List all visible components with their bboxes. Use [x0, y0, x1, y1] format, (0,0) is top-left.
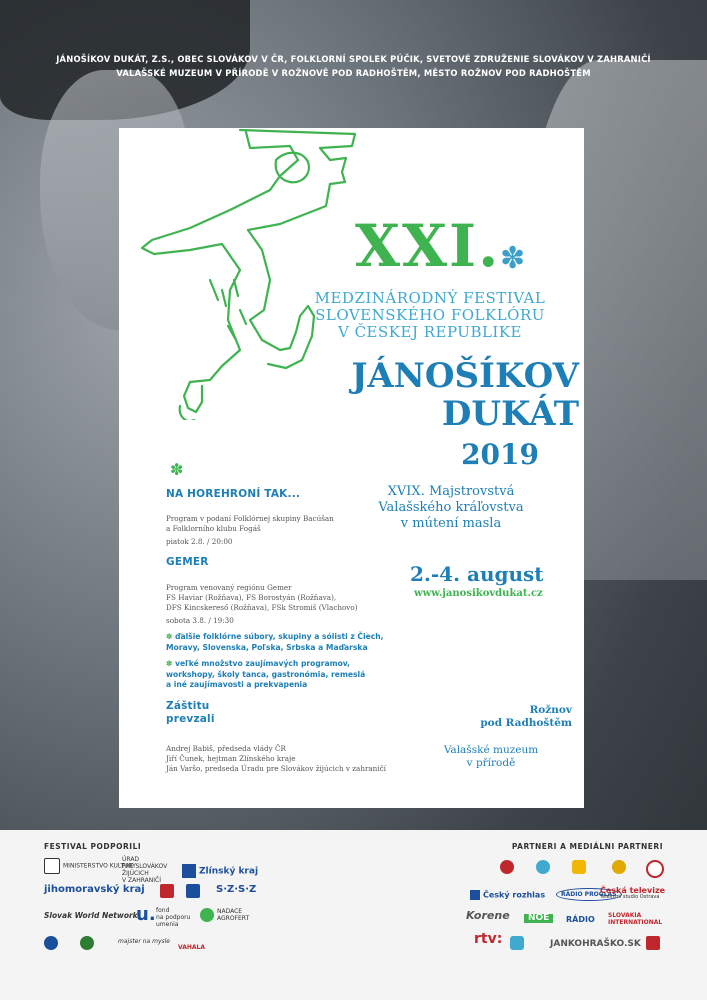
partner-emblem-icon: [646, 936, 660, 950]
szsz-logo: S·Z·S·Z: [216, 884, 257, 895]
city-crest-logo: [160, 884, 177, 898]
program-2-line-2: FS Haviar (Rožňava), FS Borostyán (Rožňava),: [166, 593, 337, 602]
mountain-icon: [186, 884, 200, 898]
program-2-line-3: DFS Kincskereső (Rožňava), FSk Stromiš (Vlachovo): [166, 603, 358, 612]
program-2-time: sobota 3.8. / 19:30: [166, 616, 234, 625]
partner-emblem-icon: [510, 936, 524, 950]
patron-2: Jiří Čunek, hejtman Zlínského kraje: [166, 754, 296, 763]
partner-emblem-icon: [646, 860, 664, 878]
bullet-ensembles: [166, 632, 384, 653]
partner-logo-2: [536, 860, 553, 874]
mountain-logo: [186, 884, 203, 898]
bullet-2-line-2: workshopy, školy tanca, gastronómia, remeslá: [166, 669, 366, 679]
patron-3: Ján Varšo, predseda Úradu pre Slovákov žijúcich v zahraničí: [166, 764, 386, 773]
program-1-time: piatok 2.8. / 20:00: [166, 537, 233, 546]
patrons-list: [166, 744, 386, 774]
partner-logo-7: [646, 936, 663, 950]
championship-text: [356, 484, 546, 532]
bullet-2-line-1: veľké množstvo zaujímavých programov,: [175, 659, 351, 668]
festival-subtitle: [310, 290, 550, 341]
bullet-1-line-1: ďalšie folklórne súbory, skupiny a sólisti z Čiech,: [175, 632, 384, 641]
slovak-world-network-logo: Slovak World Network: [44, 911, 138, 920]
round-emblem-icon: [80, 936, 94, 950]
jihomoravsky-kraj-logo: jihomoravský kraj: [44, 884, 145, 895]
organizers-credits: [20, 52, 687, 80]
subtitle-line-2: SLOVENSKÉHO FOLKLÓRU: [315, 306, 545, 324]
venue-town-line-1: Rožnov: [529, 704, 572, 716]
rtv-logo: rtv:: [474, 931, 503, 947]
slovakia-international-logo: SLOVAKIA INTERNATIONAL: [608, 912, 663, 926]
partner-logo-1: [500, 860, 517, 874]
patronage-title: [166, 700, 215, 726]
flower-star-icon: ✽: [500, 241, 526, 276]
korene-logo: Korene: [466, 909, 510, 922]
ministry-emblem-icon: [44, 858, 60, 874]
partner-logo-6: [510, 936, 527, 950]
radio-proglas-logo: RÁDIO PROGLAS: [556, 888, 622, 901]
champ-line-3: v mútení masla: [400, 516, 502, 531]
bullet-star-icon: ✽: [166, 632, 176, 641]
festival-numeral: XXI.: [355, 212, 501, 280]
subtitle-line-3: V ČESKEJ REPUBLIKE: [337, 323, 523, 341]
patronage-title-line-2: prevzali: [166, 713, 215, 725]
program-1-description: [166, 514, 334, 547]
partner-logo-5: [646, 860, 667, 878]
credits-line-1: JÁNOŠÍKOV DUKÁT, Z.S., OBEC SLOVÁKOV V ČR, FOLKLORNÍ SPOLEK PÚČIK, SVETOVÉ ZDRUŽENIE SLOVÁKOV V ZAHRANIČÍ: [56, 54, 651, 64]
partner-logo-3: [572, 860, 589, 874]
bullet-programs: [166, 659, 365, 691]
partner-emblem-icon: [500, 860, 514, 874]
supporters-title: FESTIVAL PODPORILI: [44, 842, 142, 851]
radio-logo: RÁDIO: [566, 915, 595, 924]
program-2-title: GEMER: [166, 556, 209, 568]
partner-emblem-icon: [612, 860, 626, 874]
festival-name-line-2: DUKÁT: [441, 394, 579, 434]
majster-logo: majster na mysle: [118, 938, 170, 945]
program-1-line-2: a Folklorního klubu Fogáš: [166, 524, 261, 533]
venue-museum: [436, 744, 546, 770]
partner-emblem-icon: [536, 860, 550, 874]
vahala-logo: VAHALA: [178, 944, 206, 951]
subtitle-line-1: MEDZINÁRODNÝ FESTIVAL: [314, 289, 546, 307]
rozhlas-icon: [470, 890, 480, 900]
festival-name-line-1: JÁNOŠÍKOV: [351, 356, 579, 396]
urad-logo: ÚRAD PRE SLOVÁKOV ŽIJÚCICH V ZAHRANIČÍ: [122, 856, 168, 884]
dancer-illustration: [130, 120, 370, 420]
tv-noe-logo: NOE: [524, 914, 553, 923]
venue-museum-line-2: v přírodě: [466, 757, 516, 769]
program-1-title: NA HOREHRONÍ TAK...: [166, 488, 301, 500]
partners-title: PARTNERI A MEDIÁLNI PARTNERI: [511, 842, 663, 851]
patron-1: Andrej Babiš, předseda vlády ČR: [166, 744, 286, 753]
festival-date: 2.-4. august: [410, 562, 544, 586]
fond-logo-mark: u.: [136, 904, 156, 925]
venue-museum-line-1: Valašské muzeum: [443, 744, 539, 756]
partner-emblem-icon: [572, 860, 586, 874]
zlinsky-kraj-logo: Zlínský kraj: [182, 864, 258, 878]
small-star-icon: ✽: [170, 460, 184, 479]
festival-year: 2019: [461, 438, 539, 471]
crest-icon: [160, 884, 174, 898]
sponsor-round-logo-1: [44, 936, 61, 950]
program-2-description: [166, 583, 358, 626]
round-emblem-icon: [44, 936, 58, 950]
heart-icon: [200, 908, 214, 922]
champ-line-1: XVIX. Majstrovstvá: [387, 484, 515, 499]
venue-town-line-2: pod Radhoštěm: [480, 717, 572, 729]
nadace-agrofert-logo: NADACE AGROFERT: [200, 908, 249, 922]
patronage-title-line-1: Záštitu: [166, 700, 210, 712]
bullet-1-line-2: Moravy, Slovenska, Poľska, Srbska a Maďarska: [166, 642, 368, 652]
champ-line-2: Valašského kráľovstva: [378, 500, 524, 515]
fond-logo: fond na podporu umenia: [156, 907, 191, 928]
partner-logo-4: [612, 860, 629, 874]
ministry-culture-logo: MINISTERSTVO KULTURY: [44, 858, 136, 874]
program-1-line-1: Program v podaní Folklórnej skupiny Bacúšan: [166, 514, 334, 523]
bullet-star-icon: ✽: [166, 659, 176, 668]
cesky-rozhlas-logo: Český rozhlas: [470, 890, 545, 900]
festival-website-link[interactable]: www.janosikovdukat.cz: [414, 588, 543, 599]
sponsor-round-logo-2: [80, 936, 97, 950]
credits-line-2: VALAŠSKÉ MUZEUM V PŘÍRODĚ V ROŽNOVĚ POD RADHOŠTĚM, MĚSTO ROŽNOV POD RADHOŠTĚM: [116, 68, 591, 78]
bullet-2-line-3: a iné zaujímavosti a prekvapenia: [166, 680, 308, 689]
jankohrasko-logo: JANKOHRAŠKO.SK: [550, 939, 641, 949]
venue-town: [480, 704, 572, 730]
ceska-televize-logo: Česká televize Televizní studio Ostrava: [600, 886, 666, 900]
program-2-line-1: Program venovaný regiónu Gemer: [166, 583, 292, 592]
zlinsky-square-icon: [182, 864, 196, 878]
